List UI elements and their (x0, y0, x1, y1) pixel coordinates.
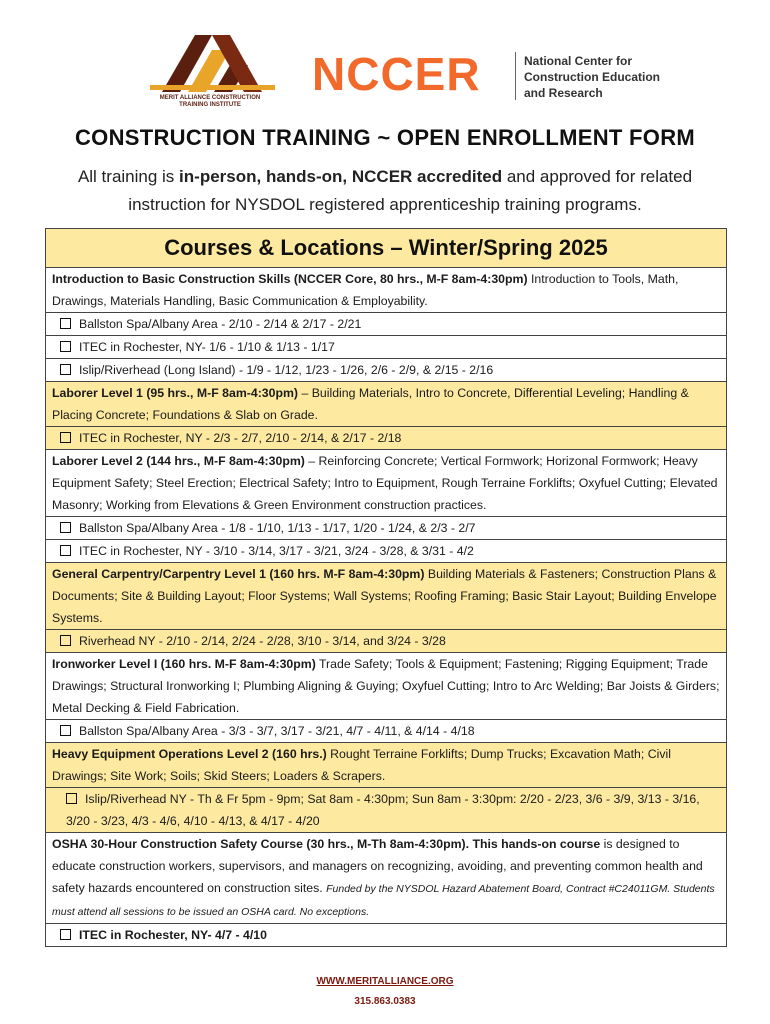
location-option[interactable] (46, 540, 726, 563)
location-label: Riverhead NY - 2/10 - 2/14, 2/24 - 2/28, 3/10 - 3/14, and 3/24 - 3/28 (79, 634, 446, 648)
course-name: Laborer Level 1 (95 hrs., M-F 8am-4:30pm) (52, 386, 299, 400)
checkbox-icon[interactable] (60, 364, 71, 375)
course-row (46, 743, 726, 788)
location-option[interactable] (46, 720, 726, 743)
header (0, 0, 770, 120)
location-label: ITEC in Rochester, NY- 1/6 - 1/10 & 1/13 - 1/17 (79, 340, 335, 354)
checkbox-icon[interactable] (60, 341, 71, 352)
location-label: ITEC in Rochester, NY- 4/7 - 4/10 (79, 928, 267, 942)
checkbox-icon[interactable] (60, 635, 71, 646)
course-name: General Carpentry/Carpentry Level 1 (160 hrs. M-F 8am-4:30pm) (52, 567, 425, 581)
course-note: Funded by the NYSDOL Hazard Abatement Board, Contract #C24011GM. Students must attend all sessions to be issued an OSHA card. No exceptions. (52, 883, 715, 918)
location-label: ITEC in Rochester, NY - 2/3 - 2/7, 2/10 - 2/14, & 2/17 - 2/18 (79, 431, 402, 445)
course-name: Introduction to Basic Construction Skills (NCCER Core, 80 hrs., M-F 8am-4:30pm) (52, 272, 528, 286)
checkbox-icon[interactable] (60, 725, 71, 736)
course-row (46, 268, 726, 313)
checkbox-icon[interactable] (60, 432, 71, 443)
checkbox-icon[interactable] (66, 793, 77, 804)
footer (0, 972, 770, 1012)
website-link[interactable]: WWW.MERITALLIANCE.ORG (316, 976, 454, 987)
checkbox-icon[interactable] (60, 318, 71, 329)
checkbox-icon[interactable] (60, 522, 71, 533)
location-label: Islip/Riverhead NY - Th & Fr 5pm - 9pm; Sat 8am - 4:30pm; Sun 8am - 3:30pm: 2/20 - 2/23, 3/6 - 3/9, 3/13 - 3/16, 3/20 - 3/23, 4/3 - 4/6, 4/10 - 4/13, & 4/17 - 4/20 (66, 792, 700, 828)
course-name: Heavy Equipment Operations Level 2 (160 hrs.) (52, 747, 327, 761)
location-option[interactable] (46, 630, 726, 653)
location-option[interactable] (46, 313, 726, 336)
table-heading: Courses & Locations – Winter/Spring 2025 (46, 229, 726, 268)
course-name: Laborer Level 2 (144 hrs., M-F 8am-4:30pm) (52, 454, 305, 468)
location-label: Ballston Spa/Albany Area - 2/10 - 2/14 & 2/17 - 2/21 (79, 317, 362, 331)
course-description: Rought Terraine Forklifts; Dump Trucks; Excavation Math; Civil Drawings; Site Work; Soils; Skid Steers; Loaders & Scrapers. (52, 747, 671, 783)
course-row (46, 563, 726, 630)
phone-number: 315.863.0383 (354, 996, 416, 1007)
location-label: Ballston Spa/Albany Area - 3/3 - 3/7, 3/17 - 3/21, 4/7 - 4/11, & 4/14 - 4/18 (79, 724, 475, 738)
location-label: Ballston Spa/Albany Area - 1/8 - 1/10, 1/13 - 1/17, 1/20 - 1/24, & 2/3 - 2/7 (79, 521, 476, 535)
location-option[interactable] (46, 427, 726, 450)
location-option[interactable] (46, 517, 726, 540)
courses-table (45, 228, 727, 947)
location-option[interactable] (46, 788, 726, 833)
course-description: Trade Safety; Tools & Equipment; Fastening; Rigging Equipment; Trade Drawings; Structural Ironworking I; Plumbing Aligning & Guying; Oxyfuel Cutting; Intro to Arc Welding; Bar Joists & Girders; Metal Decking & Field Fabrication. (52, 657, 720, 715)
checkbox-icon[interactable] (60, 929, 71, 940)
course-row (46, 450, 726, 517)
course-description: Building Materials & Fasteners; Construction Plans & Documents; Site & Building Layout; Floor Systems; Wall Systems; Roofing Framing; Basic Stair Layout; Building Envelope Systems. (52, 567, 717, 625)
location-label: Islip/Riverhead (Long Island) - 1/9 - 1/12, 1/23 - 1/26, 2/6 - 2/9, & 2/15 - 2/16 (79, 363, 494, 377)
location-option[interactable] (46, 336, 726, 359)
checkbox-icon[interactable] (60, 545, 71, 556)
location-option[interactable] (46, 924, 726, 946)
nccer-full-name: National Center for Construction Education and Research (524, 54, 660, 100)
nccer-logo-text: NCCER (312, 48, 481, 100)
course-name: Ironworker Level I (160 hrs. M-F 8am-4:30pm) (52, 657, 316, 671)
course-row (46, 382, 726, 427)
course-row (46, 653, 726, 720)
location-label: ITEC in Rochester, NY - 3/10 - 3/14, 3/17 - 3/21, 3/24 - 3/28, & 3/31 - 4/2 (79, 544, 474, 558)
course-description: Introduction to Tools, Math, Drawings, Materials Handling, Basic Communication & Employability. (52, 272, 679, 308)
intro-text: All training is in-person, hands-on, NCCER accredited and approved for related instruction for NYSDOL registered apprenticeship training programs. (77, 167, 693, 214)
course-description: – Reinforcing Concrete; Vertical Formwork; Horizonal Formwork; Heavy Equipment Safety; Steel Erection; Electrical Safety; Intro to Equipment, Rough Terraine Forklifts; Oxyfuel Cutting; Elevated Masonry; Working from Elevations & Green Environment construction practices. (52, 454, 718, 512)
course-row (46, 833, 726, 924)
course-description: is designed to educate construction workers, supervisors, and managers on recognizing, avoiding, and preventing common health and safety hazards encountered on construction sites. (52, 837, 703, 895)
form-title: CONSTRUCTION TRAINING ~ OPEN ENROLLMENT FORM (74, 125, 696, 150)
course-name: OSHA 30-Hour Construction Safety Course (30 hrs., M-Th 8am-4:30pm). This hands-on course (52, 837, 601, 851)
location-option[interactable] (46, 359, 726, 382)
course-description: – Building Materials, Intro to Concrete, Differential Leveling; Handling & Placing Concrete; Foundations & Slab on Grade. (52, 386, 689, 422)
mact-caption: MERIT ALLIANCE CONSTRUCTION TRAINING INSTITUTE (159, 95, 261, 108)
logo-divider (515, 52, 516, 100)
